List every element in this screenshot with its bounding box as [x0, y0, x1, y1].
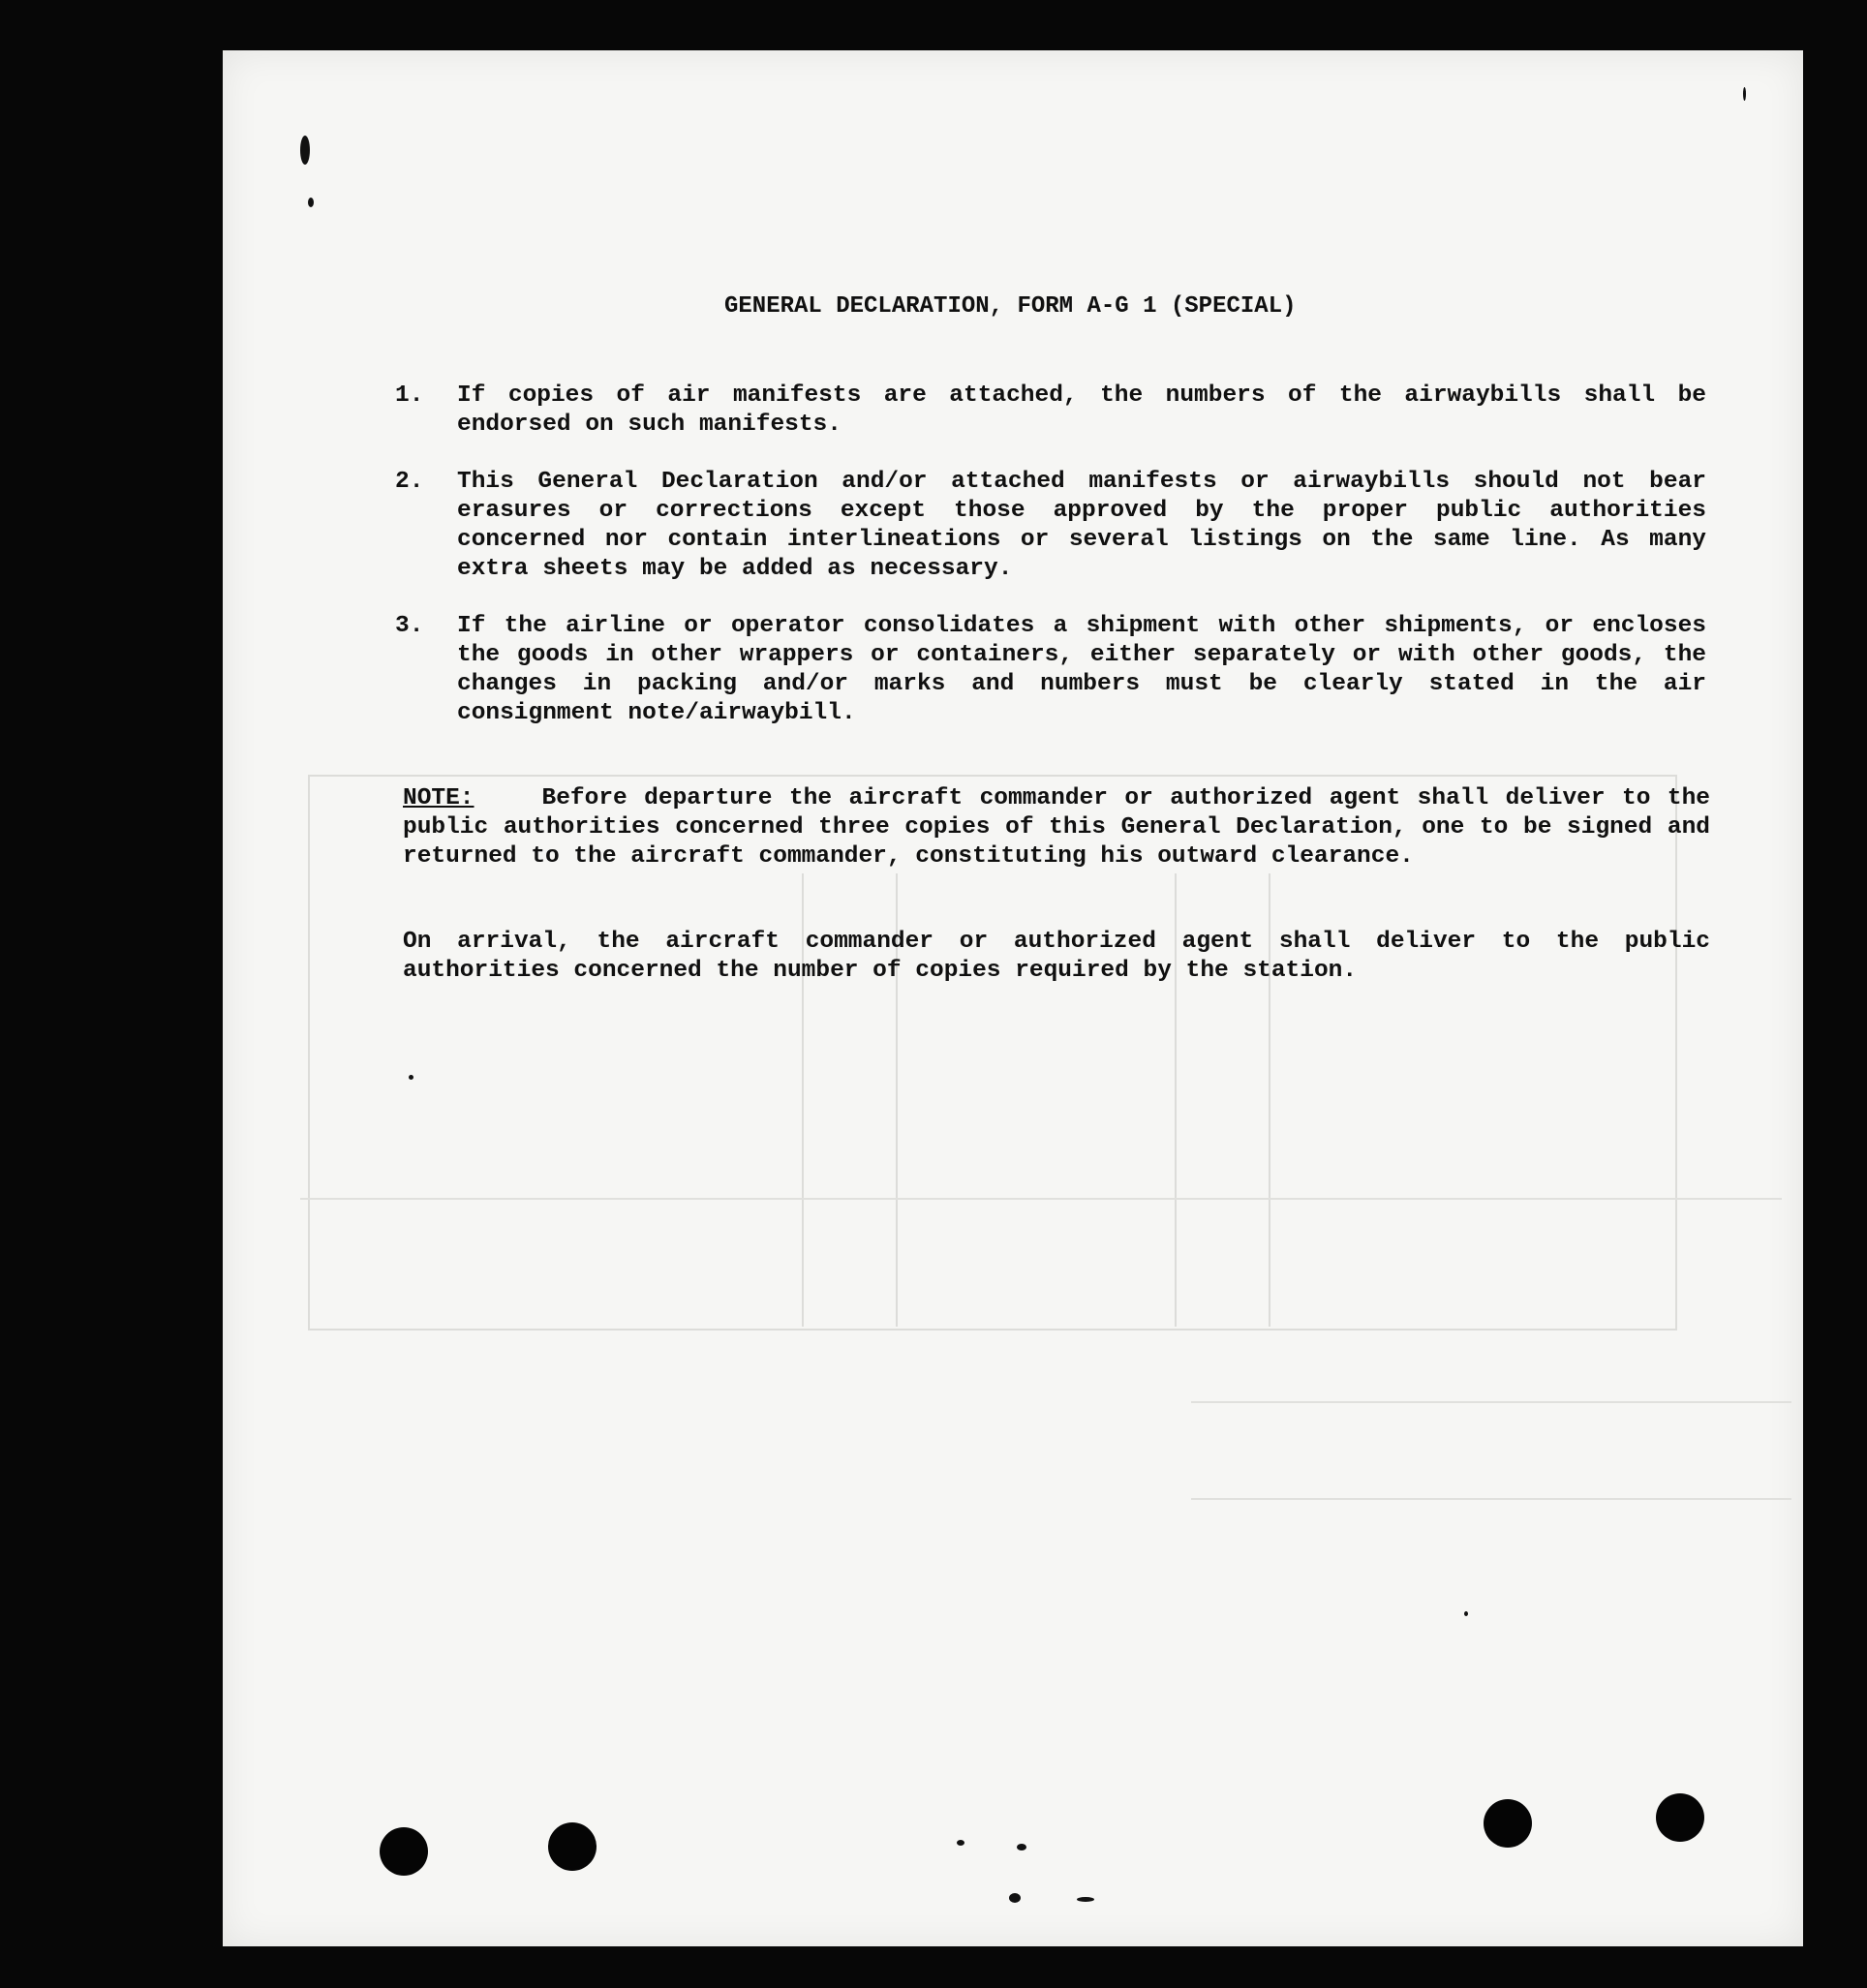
punch-hole	[1656, 1793, 1704, 1842]
ink-speck	[409, 1075, 413, 1080]
paper-sheet	[223, 50, 1803, 1946]
document-body	[223, 50, 1803, 1946]
ink-speck	[1017, 1844, 1026, 1850]
ink-speck	[1743, 87, 1746, 101]
note-text: Before departure the aircraft commander or authorized agent shall deliver to the public authorities concerned three copies of this General Declaration, one to be signed and returned to the aircraft commander, constituting his outward clearance.	[403, 785, 1710, 870]
punch-hole	[548, 1822, 597, 1871]
ink-speck	[1464, 1611, 1468, 1616]
item-number: 1.	[395, 382, 424, 409]
ink-speck	[1009, 1893, 1021, 1903]
note-label: NOTE:	[403, 785, 474, 811]
punch-hole	[1484, 1799, 1532, 1848]
ink-speck	[957, 1840, 964, 1846]
item-number: 2.	[395, 469, 424, 495]
arrival-paragraph: On arrival, the aircraft commander or authorized agent shall deliver to the public authorities concerned the number of copies required by the station.	[403, 929, 1710, 984]
item-number: 3.	[395, 613, 424, 639]
ink-speck	[1077, 1897, 1094, 1902]
item-text: This General Declaration and/or attached manifests or airwaybills should not bear erasures or corrections except those approved by the proper public authorities concerned nor contain interlineations or several listings on the same line. As many extra sheets may be added as necessary.	[457, 469, 1706, 582]
ink-speck	[300, 136, 310, 165]
ink-speck	[308, 198, 314, 207]
item-text: If the airline or operator consolidates a shipment with other shipments, or encloses the goods in other wrappers or containers, either separately or with other goods, the changes in packing and/or marks and numbers must be clearly stated in the air consignment note/airwaybill.	[457, 613, 1706, 726]
item-text: If copies of air manifests are attached, the numbers of the airwaybills shall be endorsed on such manifests.	[457, 382, 1706, 438]
note-paragraph	[403, 784, 1710, 872]
document-title: GENERAL DECLARATION, FORM A-G 1 (SPECIAL)	[724, 293, 1297, 320]
punch-hole	[380, 1827, 428, 1876]
